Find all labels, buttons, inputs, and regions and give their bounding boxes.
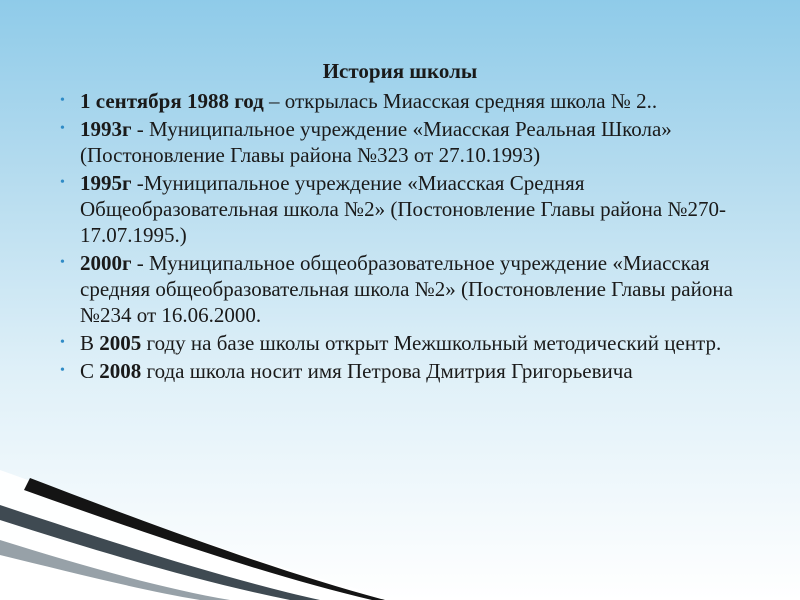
list-item <box>58 250 758 328</box>
list-item <box>58 358 758 384</box>
item-date: 1 сентября 1988 год <box>80 89 264 113</box>
item-text: – открылась Миасская средняя школа № 2.. <box>263 89 658 113</box>
item-prefix: С <box>80 359 100 383</box>
bullet-icon: • <box>60 255 65 270</box>
item-text: -Муниципальное учреждение «Миасская Средняя Общеобразовательная школа №2» (Постоновление Главы района №270-17.07.1995.) <box>80 171 726 247</box>
bullet-icon: • <box>60 93 65 108</box>
item-date: 1993г <box>80 117 132 141</box>
list-item <box>58 116 758 168</box>
history-list <box>58 88 758 386</box>
item-date: 2000г <box>80 251 132 275</box>
bullet-icon: • <box>60 121 65 136</box>
item-date: 1995г <box>80 171 132 195</box>
list-item <box>58 330 758 356</box>
list-item <box>58 88 758 114</box>
item-year: 2008 <box>99 359 142 383</box>
item-year: 2005 <box>99 331 142 355</box>
list-item <box>58 170 758 248</box>
bullet-icon: • <box>60 363 65 378</box>
item-text: - Муниципальное учреждение «Миасская Реальная Школа» (Постоновление Главы района №323 от 27.10.1993) <box>80 117 672 167</box>
item-text: - Муниципальное общеобразовательное учреждение «Миасская средняя общеобразовательная школа №2» (Постоновление Главы района №234 от 16.06.2000. <box>80 251 733 327</box>
item-text: году на базе школы открыт Межшкольный методический центр. <box>141 331 722 355</box>
slide-title: История школы <box>322 59 478 83</box>
bullet-icon: • <box>60 175 65 190</box>
item-text: года школа носит имя Петрова Дмитрия Григорьевича <box>141 359 633 383</box>
bullet-icon: • <box>60 335 65 350</box>
item-prefix: В <box>80 331 100 355</box>
